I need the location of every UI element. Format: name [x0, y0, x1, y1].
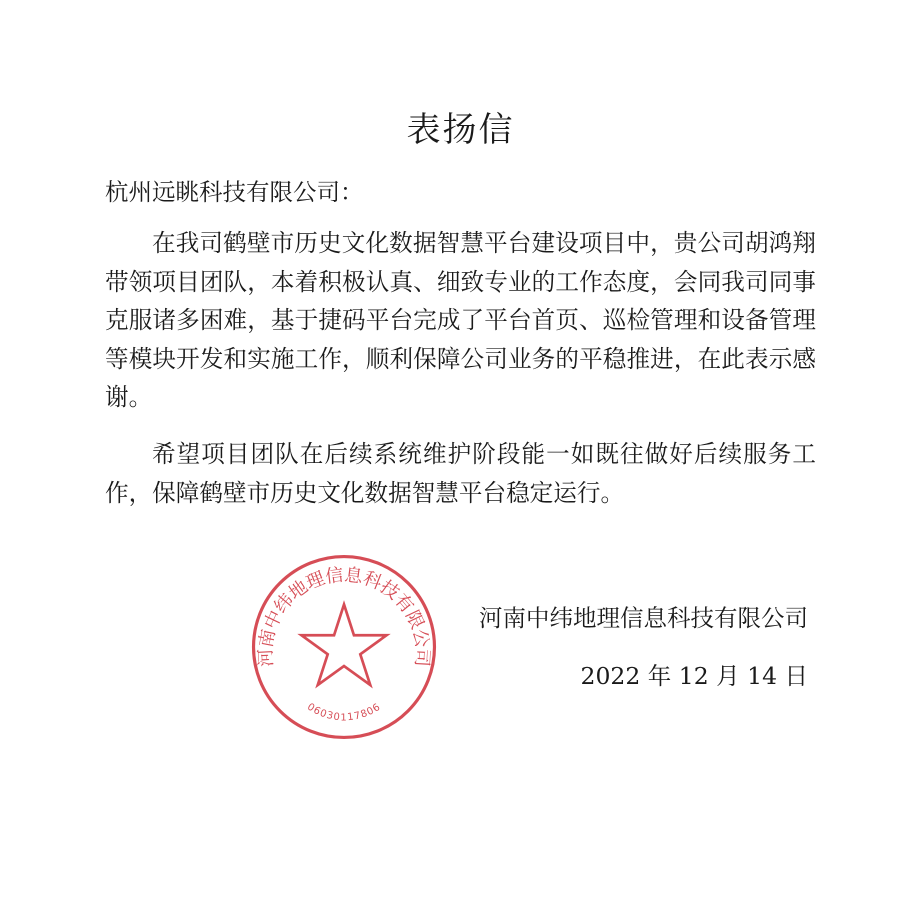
salutation: 杭州远眺科技有限公司：: [105, 178, 364, 206]
signature-text: [479, 600, 808, 694]
svg-text:06030117806: [305, 702, 383, 724]
company-seal: [249, 552, 439, 742]
seal-number: 06030117806: [305, 701, 383, 724]
body-paragraph-2: 希望项目团队在后续系统维护阶段能一如既往做好后续服务工作，保障鹤壁市历史文化数据智慧平台稳定运行。: [105, 439, 816, 507]
letter-title: 表扬信: [406, 110, 515, 150]
signature-block: [105, 552, 816, 742]
signature-date: 2022 年 12 月 14 日: [580, 662, 808, 691]
body-paragraph-1: 在我司鹤壁市历史文化数据智慧平台建设项目中，贵公司胡鸿翔带领项目团队，本着积极认真、细致专业的工作态度，会同我司同事克服诸多困难，基于捷码平台完成了平台首页、巡检管理和设备管理等模块开发和实施工作，顺利保障公司业务的平稳推进，在此表示感谢。: [105, 229, 816, 412]
seal-text: 河南中纬地理信息科技有限公司: [255, 564, 433, 668]
seal-star-icon: [301, 605, 386, 686]
signature-company: 河南中纬地理信息科技有限公司: [479, 604, 808, 633]
